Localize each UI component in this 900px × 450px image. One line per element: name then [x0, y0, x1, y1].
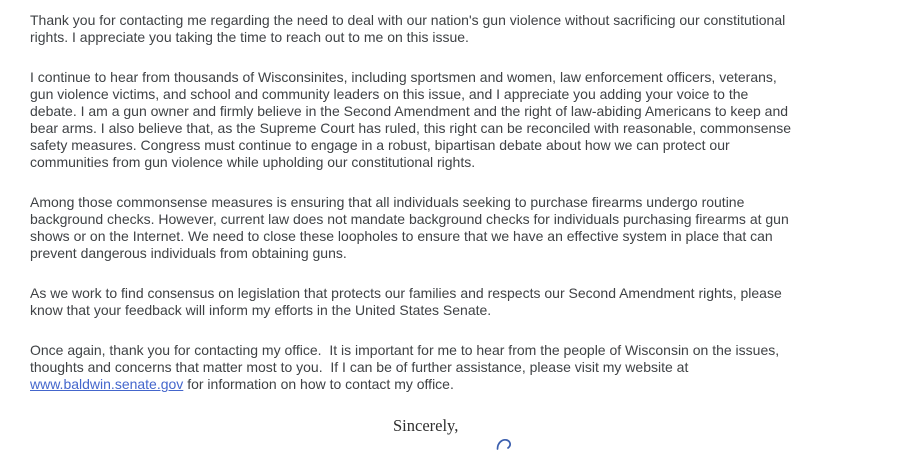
paragraph-intro	[30, 12, 900, 46]
text-line: communities from gun violence while upholding our constitutional rights.	[30, 154, 476, 170]
signature-stroke-icon	[496, 438, 516, 450]
text-line: Thank you for contacting me regarding the need to deal with our nation's gun violence without sacrificing our constitutional	[30, 12, 786, 28]
signoff-sincerely: Sincerely,	[393, 416, 459, 435]
text-line: debate. I am a gun owner and firmly believe in the Second Amendment and the right of law-abiding Americans to keep and	[30, 103, 789, 119]
text-line: background checks. However, current law does not mandate background checks for individuals purchasing firearms at gun	[30, 211, 789, 227]
text-line: bear arms. I also believe that, as the Supreme Court has ruled, this right can be reconciled with reasonable, commonsense	[30, 120, 792, 136]
text-line: prevent dangerous individuals from obtaining guns.	[30, 245, 347, 261]
text-line: safety measures. Congress must continue to engage in a robust, bipartisan debate about how we can protect our	[30, 137, 730, 153]
text-line: thoughts and concerns that matter most to you. If I can be of further assistance, please visit my website at	[30, 359, 689, 375]
text-line: know that your feedback will inform my efforts in the United States Senate.	[30, 302, 492, 318]
text-line	[30, 376, 900, 393]
paragraph-consensus	[30, 285, 900, 319]
text-line: shows or on the Internet. We need to close these loopholes to ensure that we have an effective system in place that can	[30, 228, 773, 244]
text-line: Once again, thank you for contacting my office. It is important for me to hear from the people of Wisconsin on the issues,	[30, 342, 780, 358]
after-link-text: for information on how to contact my office.	[183, 376, 454, 392]
baldwin-website-link[interactable]: www.baldwin.senate.gov	[30, 376, 184, 392]
text-line: As we work to find consensus on legislation that protects our families and respects our Second Amendment rights, please	[30, 285, 782, 301]
text-line: I continue to hear from thousands of Wisconsinites, including sportsmen and women, law enforcement officers, veterans,	[30, 69, 777, 85]
paragraph-background-checks	[30, 194, 900, 262]
paragraph-second-amendment	[30, 69, 900, 171]
text-line: gun violence victims, and school and community leaders on this issue, and I appreciate you adding your voice to the	[30, 86, 749, 102]
text-line: rights. I appreciate you taking the time to reach out to me on this issue.	[30, 29, 469, 45]
paragraph-closing	[30, 342, 900, 393]
text-line: Among those commonsense measures is ensuring that all individuals seeking to purchase firearms undergo routine	[30, 194, 745, 210]
